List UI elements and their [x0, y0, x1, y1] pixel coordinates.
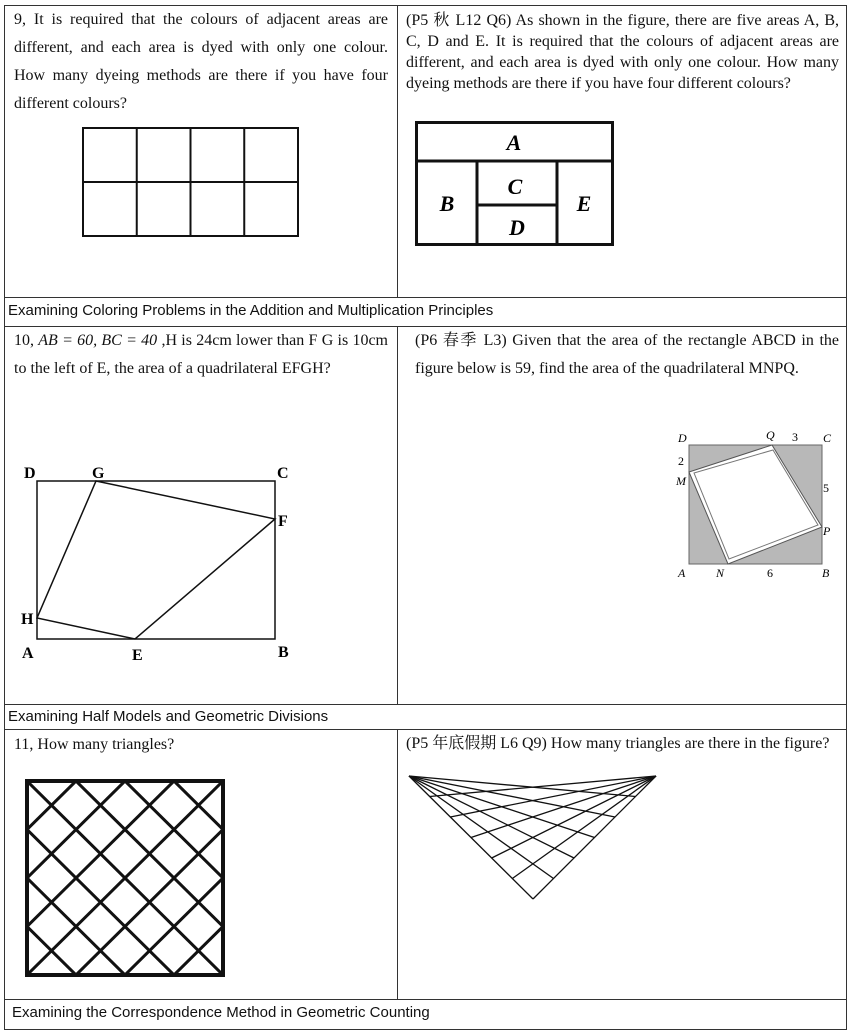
row-divider	[4, 297, 847, 298]
vertex-f-label: F	[278, 513, 288, 530]
point-a-label: A	[678, 566, 686, 580]
question-10-text	[14, 327, 388, 383]
point-b-label: B	[822, 566, 830, 580]
question-11-variant-text: (P5 年底假期 L6 Q9) How many triangles are there in the figure?	[406, 735, 830, 752]
vertex-g-label: G	[92, 465, 105, 482]
column-divider	[397, 326, 398, 704]
vertex-d-label: D	[24, 465, 36, 482]
section-2-caption: Examining Half Models and Geometric Divisions	[8, 708, 329, 725]
question-10-given-values: AB = 60, BC = 40	[38, 332, 158, 349]
area-e-label: E	[576, 191, 592, 216]
vertex-e-label: E	[132, 647, 143, 664]
question-11-text: 11, How many triangles?	[14, 736, 175, 753]
row-divider	[4, 729, 847, 730]
question-9-variant-text: (P5 秋 L12 Q6) As shown in the figure, there are five areas A, B, C, D and E. It is required that the colours of adjacent areas are different, and each area is dyed with only one colour. How many dyeing methods are there if you have four different colours?	[406, 12, 839, 92]
section-1-caption: Examining Coloring Problems in the Addition and Multiplication Principles	[8, 302, 494, 319]
point-m-label: M	[676, 474, 686, 488]
areas-abcde-figure	[415, 121, 615, 247]
triangle-lattice-figure	[25, 779, 225, 977]
quadrilateral-mnpq-figure	[672, 425, 842, 585]
segment-3-label: 3	[792, 430, 798, 444]
point-n-label: N	[716, 566, 725, 580]
point-q-label: Q	[766, 428, 775, 442]
question-9-text: 9, It is required that the colours of adjacent areas are different, and each area is dyed with only one colour. How many dyeing methods are there if you have four different colours?	[14, 11, 388, 112]
question-9-grid-figure	[82, 127, 300, 239]
column-divider	[397, 5, 398, 297]
question-10-variant-text: (P6 春季 L3) Given that the area of the rectangle ABCD in the figure below is 59, find the area of the quadrilateral MNPQ.	[415, 332, 839, 377]
area-d-label: D	[509, 215, 525, 240]
vertex-c-label: C	[277, 465, 289, 482]
point-d-label: D	[678, 431, 687, 445]
point-p-label: P	[823, 524, 831, 538]
question-10-rest: ,H is 24cm lower than F G is 10cm to the left of E, the area of a quadrilateral EFGH?	[14, 332, 388, 377]
vertex-h-label: H	[21, 611, 34, 628]
question-10-number: 10,	[14, 332, 39, 349]
segment-2-label: 2	[678, 454, 684, 468]
fan-triangles-figure	[405, 772, 665, 904]
segment-6-label: 6	[767, 566, 773, 580]
row-divider	[4, 999, 847, 1000]
section-3-caption: Examining the Correspondence Method in Geometric Counting	[12, 1004, 430, 1021]
column-divider	[397, 729, 398, 999]
vertex-b-label: B	[278, 644, 289, 661]
area-c-label: C	[507, 174, 523, 199]
row-divider	[4, 704, 847, 705]
vertex-a-label: A	[22, 645, 34, 662]
segment-5-label: 5	[823, 481, 829, 495]
point-c-label: C	[823, 431, 832, 445]
area-a-label: A	[506, 130, 522, 155]
quadrilateral-efgh-figure	[18, 460, 298, 665]
area-b-label: B	[439, 191, 455, 216]
